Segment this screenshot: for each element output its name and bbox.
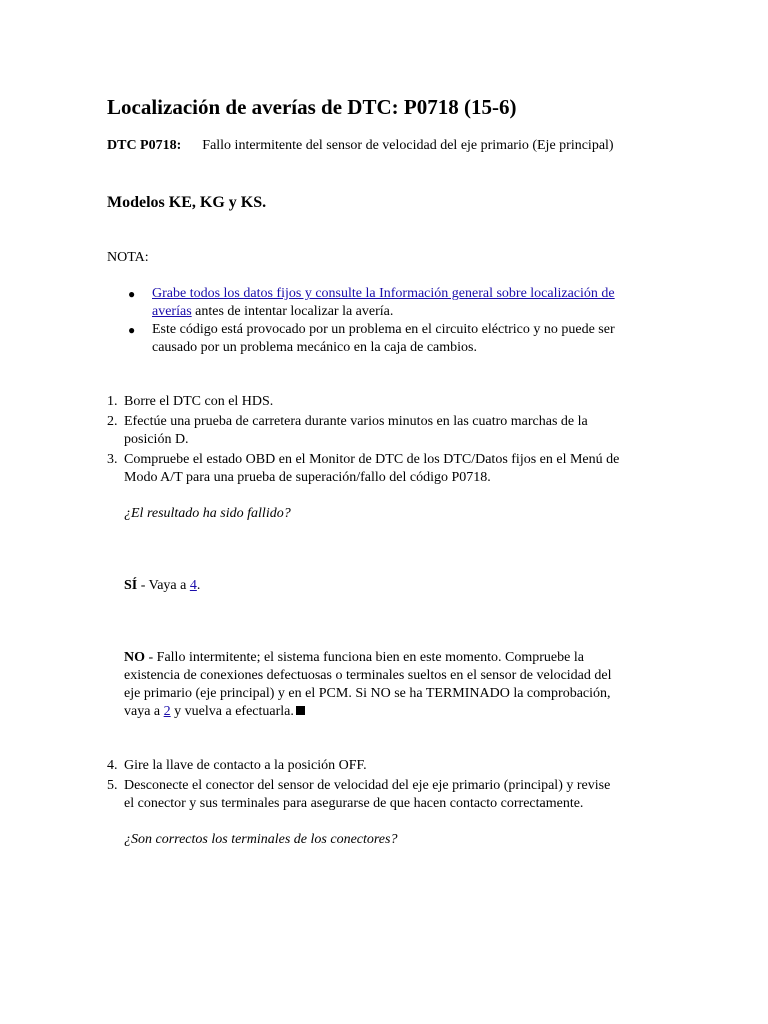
no-text-1: - Fallo intermitente; el sistema funciona bien en este momento. Compruebe la	[145, 650, 584, 665]
step-number: 2.	[107, 414, 118, 429]
step-number: 5.	[107, 778, 118, 793]
dtc-code-label: DTC P0718:	[107, 138, 182, 153]
question-result: ¿El resultado ha sido fallido?	[124, 506, 291, 521]
step-2-text-line1: Efectúe una prueba de carretera durante varios minutos en las cuatro marchas de la	[124, 414, 588, 429]
goto-step-4-link[interactable]: 4	[189, 578, 197, 593]
goto-step-2-link[interactable]: 2	[163, 704, 171, 719]
question-connectors: ¿Son correctos los terminales de los conectores?	[124, 832, 398, 847]
step-3-text-line2: Modo A/T para una prueba de superación/fallo del código P0718.	[124, 470, 491, 485]
no-label: NO	[124, 650, 145, 665]
note-item-1-line2	[152, 303, 393, 321]
yes-branch	[124, 577, 200, 595]
note-item-1-line1	[152, 285, 615, 303]
no-line1	[124, 649, 584, 667]
no-line2: existencia de conexiones defectuosas o terminales sueltos en el sensor de velocidad del	[124, 668, 612, 683]
note-item-1-text: antes de intentar localizar la avería.	[191, 304, 394, 319]
general-info-link[interactable]: Grabe todos los datos fijos y consulte la Información general sobre localización de	[152, 286, 615, 301]
models-heading: Modelos KE, KG y KS.	[107, 194, 267, 211]
step-number: 3.	[107, 452, 118, 467]
note-item-2-line1: Este código está provocado por un problema en el circuito eléctrico y no puede ser	[152, 322, 615, 337]
general-info-link-cont[interactable]: averías	[152, 304, 192, 319]
step-2-text-line2: posición D.	[124, 432, 189, 447]
step-3-text-line1: Compruebe el estado OBD en el Monitor de DTC de los DTC/Datos fijos en el Menú de	[124, 452, 620, 467]
note-label: NOTA:	[107, 250, 149, 265]
yes-text: - Vaya a	[137, 578, 190, 593]
note-item-2-line2: causado por un problema mecánico en la caja de cambios.	[152, 340, 477, 355]
no-line3: eje primario (eje principal) y en el PCM. Si NO se ha TERMINADO la comprobación,	[124, 686, 611, 701]
yes-label: SÍ	[124, 578, 138, 593]
step-1-text: Borre el DTC con el HDS.	[124, 394, 274, 409]
step-5-text-line1: Desconecte el conector del sensor de velocidad del eje eje primario (principal) y revise	[124, 778, 611, 793]
step-number: 1.	[107, 394, 118, 409]
bullet-icon: ●	[128, 287, 136, 301]
no-text-4b: y vuelva a efectuarla.	[170, 704, 294, 719]
step-5-text-line2: el conector y sus terminales para asegurarse de que hacen contacto correctamente.	[124, 796, 584, 811]
dtc-line	[107, 137, 614, 155]
bullet-icon: ●	[128, 323, 136, 337]
end-square-icon	[296, 706, 305, 715]
yes-end: .	[196, 578, 201, 593]
no-text-4a: vaya a	[124, 704, 164, 719]
step-4-text: Gire la llave de contacto a la posición OFF.	[124, 758, 367, 773]
dtc-description: Fallo intermitente del sensor de velocidad del eje primario (Eje principal)	[202, 138, 614, 153]
page-title: Localización de averías de DTC: P0718 (15-6)	[107, 95, 517, 119]
step-number: 4.	[107, 758, 118, 773]
no-line4	[124, 703, 305, 721]
